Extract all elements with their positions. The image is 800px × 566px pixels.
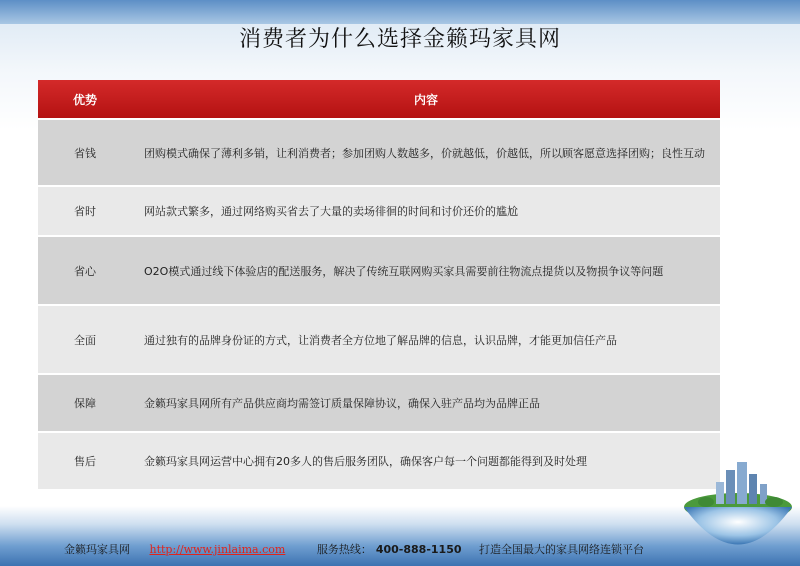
row-content: 金籁玛家具网运营中心拥有20多人的售后服务团队，确保客户每一个问题都能得到及时处理: [132, 432, 720, 490]
table-row: [38, 119, 720, 186]
page-title: 消费者为什么选择金籁玛家具网: [238, 27, 561, 52]
row-content: 金籁玛家具网所有产品供应商均需签订质量保障协议，确保入驻产品均为品牌正品: [132, 374, 720, 432]
table-row: [38, 236, 720, 305]
row-key: 省心: [38, 236, 132, 305]
footer-brand: 金籁玛家具网: [64, 543, 130, 556]
header-content: 内容: [132, 80, 720, 119]
header-advantage: 优势: [38, 80, 132, 119]
advantages-table: [38, 80, 720, 491]
footer-hotline-label: 服务热线：: [316, 543, 372, 556]
row-content: O2O模式通过线下体验店的配送服务，解决了传统互联网购买家具需要前往物流点提货以及物损争议等问题: [132, 236, 720, 305]
table-row: [38, 374, 720, 432]
row-key: 省钱: [38, 119, 132, 186]
row-content: 通过独有的品牌身份证的方式，让消费者全方位地了解品牌的信息，认识品牌，才能更加信任产品: [132, 305, 720, 374]
table-row: [38, 432, 720, 490]
row-key: 全面: [38, 305, 132, 374]
row-content: 团购模式确保了薄利多销，让利消费者；参加团购人数越多，价就越低，价越低，所以顾客愿意选择团购；良性互动: [132, 119, 720, 186]
row-key: 售后: [38, 432, 132, 490]
table-row: [38, 305, 720, 374]
footer-url-link[interactable]: http://www.jinlaima.com: [149, 543, 286, 556]
footer-slogan: 打造全国最大的家具网络连锁平台: [479, 543, 645, 556]
row-key: 保障: [38, 374, 132, 432]
globe-city-illustration: [676, 452, 800, 562]
row-key: 省时: [38, 186, 132, 236]
footer-hotline-number: 400-888-1150: [375, 543, 462, 556]
row-content: 网站款式繁多，通过网络购买省去了大量的卖场徘徊的时间和讨价还价的尴尬: [132, 186, 720, 236]
table-row: [38, 186, 720, 236]
top-decorative-band: [0, 0, 800, 24]
footer-text: [64, 541, 644, 557]
table-header-row: [38, 80, 720, 119]
